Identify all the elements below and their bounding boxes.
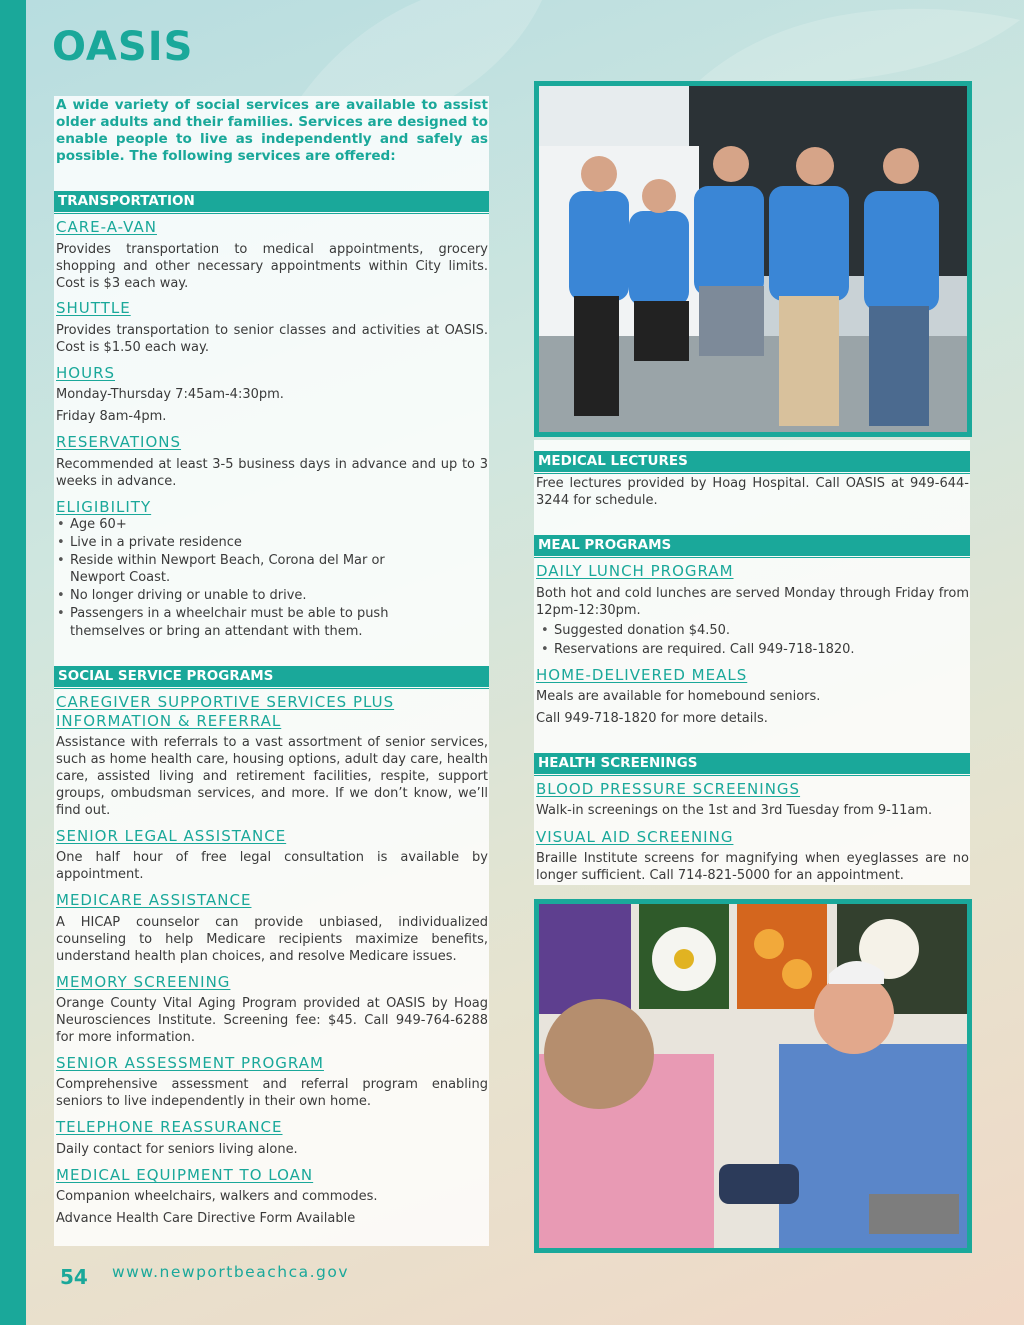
- list-item: • Reside within Newport Beach, Corona del Mar or Newport Coast.: [56, 552, 436, 588]
- section-rule: [54, 213, 489, 214]
- list-item: • Live in a private residence: [56, 534, 436, 552]
- blood-pressure-heading: BLOOD PRESSURE SCREENINGS: [536, 780, 801, 798]
- home-delivered-line-2: Call 949-718-1820 for more details.: [536, 711, 768, 726]
- screening-image: [539, 904, 967, 1248]
- staff-group-photo: [534, 81, 972, 437]
- section-rule: [534, 473, 970, 474]
- eligibility-heading: ELIGIBILITY: [56, 498, 152, 516]
- daily-lunch-heading: DAILY LUNCH PROGRAM: [536, 562, 734, 580]
- medical-lectures-text: Free lectures provided by Hoag Hospital. Call OASIS at 949-644-3244 for schedule.: [536, 476, 969, 508]
- caregiver-text: Assistance with referrals to a vast assortment of senior services, such as home health care, housing options, adult day care, health care, assisted living and retirement facilities, respite, support groups, ombudsman services, and more. If we don’t know, we’ll find out.: [56, 735, 488, 818]
- memory-screening-text: Orange County Vital Aging Program provided at OASIS by Hoag Neurosciences Institute. Screening fee: $45. Call 949-764-6288 for more information.: [56, 996, 488, 1045]
- hours-line-1: Monday-Thursday 7:45am-4:30pm.: [56, 387, 284, 402]
- visual-aid-heading: VISUAL AID SCREENING: [536, 828, 734, 846]
- medical-lectures-header: MEDICAL LECTURES: [534, 451, 970, 472]
- home-delivered-line-1: Meals are available for homebound seniors.: [536, 689, 821, 704]
- list-item: • Passengers in a wheelchair must be able to push themselves or bring an attendant with them.: [56, 605, 436, 641]
- equipment-line-1: Companion wheelchairs, walkers and commodes.: [56, 1189, 378, 1204]
- reservations-heading: RESERVATIONS: [56, 433, 182, 451]
- legal-assistance-text: One half hour of free legal consultation is available by appointment.: [56, 850, 488, 882]
- section-rule: [534, 557, 970, 558]
- assessment-text: Comprehensive assessment and referral program enabling seniors to live independently in their own home.: [56, 1077, 488, 1109]
- hours-line-2: Friday 8am-4pm.: [56, 409, 167, 424]
- health-screenings-header: HEALTH SCREENINGS: [534, 753, 970, 774]
- left-accent-bar: [0, 0, 26, 1325]
- equipment-line-2: Advance Health Care Directive Form Available: [56, 1211, 356, 1226]
- list-item: • Age 60+: [56, 516, 436, 534]
- equipment-heading: MEDICAL EQUIPMENT TO LOAN: [56, 1166, 314, 1184]
- reservations-text: Recommended at least 3-5 business days in advance and up to 3 weeks in advance.: [56, 457, 488, 489]
- medicare-text: A HICAP counselor can provide unbiased, individualized counseling to help Medicare recipients maximize benefits, understand health plan choices, and resolve Medicare issues.: [56, 915, 488, 964]
- section-rule: [54, 688, 489, 689]
- memory-screening-heading: MEMORY SCREENING: [56, 973, 231, 991]
- telephone-heading: TELEPHONE REASSURANCE: [56, 1118, 283, 1136]
- staff-group-image: [539, 86, 967, 432]
- list-item: • Reservations are required. Call 949-718-1820.: [540, 640, 960, 659]
- daily-lunch-list: [540, 621, 960, 659]
- website-url[interactable]: www.newportbeachca.gov: [112, 1263, 350, 1281]
- telephone-text: Daily contact for seniors living alone.: [56, 1142, 298, 1157]
- care-a-van-text: Provides transportation to medical appointments, grocery shopping and other necessary appointments within City limits. Cost is $3 each way.: [56, 242, 488, 291]
- care-a-van-heading: CARE-A-VAN: [56, 218, 157, 236]
- legal-assistance-heading: SENIOR LEGAL ASSISTANCE: [56, 827, 287, 845]
- blood-pressure-photo: [534, 899, 972, 1253]
- shuttle-heading: SHUTTLE: [56, 299, 131, 317]
- caregiver-heading-line-2: INFORMATION & REFERRAL: [56, 712, 282, 730]
- visual-aid-text: Braille Institute screens for magnifying when eyeglasses are no longer sufficient. Call 714-821-5000 for an appointment.: [536, 851, 969, 883]
- eligibility-list: [56, 516, 436, 641]
- shuttle-text: Provides transportation to senior classes and activities at OASIS. Cost is $1.50 each way.: [56, 323, 488, 355]
- medicare-heading: MEDICARE ASSISTANCE: [56, 891, 252, 909]
- hours-heading: HOURS: [56, 364, 116, 382]
- home-delivered-heading: HOME-DELIVERED MEALS: [536, 666, 748, 684]
- transportation-header: TRANSPORTATION: [54, 191, 489, 212]
- caregiver-heading-line-1: CAREGIVER SUPPORTIVE SERVICES PLUS: [56, 693, 395, 711]
- meal-programs-header: MEAL PROGRAMS: [534, 535, 970, 556]
- page-title: OASIS: [52, 24, 194, 70]
- page-number: 54: [60, 1265, 88, 1289]
- social-services-header: SOCIAL SERVICE PROGRAMS: [54, 666, 489, 687]
- leaf-decoration: [700, 0, 1020, 90]
- list-item: • Suggested donation $4.50.: [540, 621, 960, 640]
- daily-lunch-text: Both hot and cold lunches are served Monday through Friday from 12pm-12:30pm.: [536, 586, 969, 618]
- list-item: • No longer driving or unable to drive.: [56, 587, 436, 605]
- blood-pressure-text: Walk-in screenings on the 1st and 3rd Tuesday from 9-11am.: [536, 803, 933, 818]
- section-rule: [534, 775, 970, 776]
- assessment-heading: SENIOR ASSESSMENT PROGRAM: [56, 1054, 324, 1072]
- intro-text: A wide variety of social services are available to assist older adults and their families. Services are designed to enable people to live as independently and safely as possible. The following services are offered:: [56, 97, 488, 164]
